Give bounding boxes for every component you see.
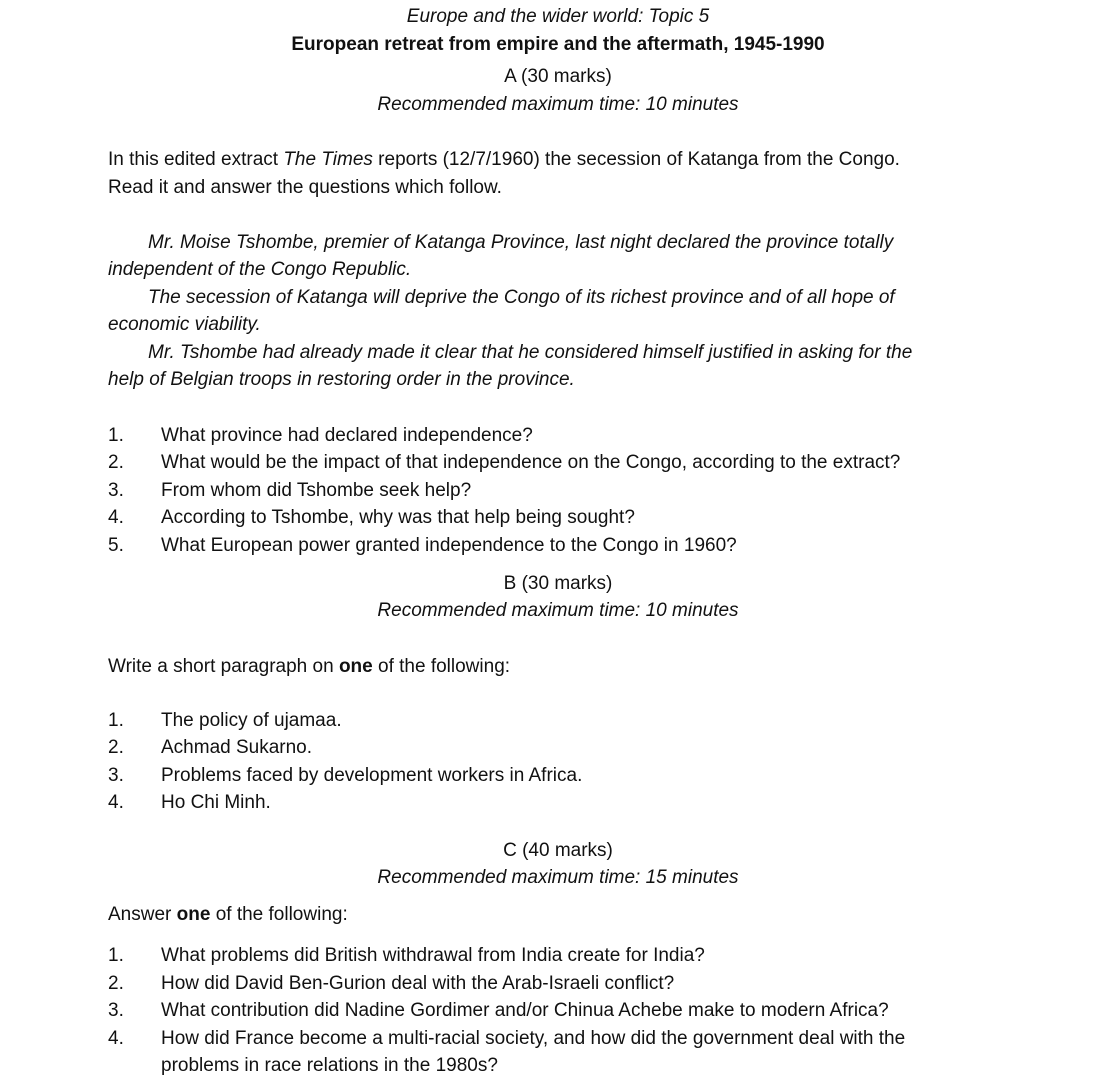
item-text: Ho Chi Minh. [161, 792, 271, 813]
section-a-intro [108, 149, 900, 171]
extract-line: Mr. Moise Tshombe, premier of Katanga Province, last night declared the province totally [148, 232, 894, 253]
item-text: Problems faced by development workers in Africa. [161, 765, 583, 786]
section-c-instruction [108, 904, 348, 926]
question-text: What European power granted independence to the Congo in 1960? [161, 535, 737, 556]
question-number: 4. [108, 507, 124, 528]
question-text: What would be the impact of that independence on the Congo, according to the extract? [161, 452, 901, 473]
item-number: 2. [108, 973, 124, 994]
item-number: 1. [108, 945, 124, 966]
paper-title: European retreat from empire and the aftermath, 1945-1990 [291, 34, 825, 55]
section-a-heading: A (30 marks) [504, 66, 612, 87]
extract-line: The secession of Katanga will deprive the Congo of its richest province and of all hope of [148, 287, 895, 308]
intro-source: The Times [283, 149, 373, 170]
instr-pre: Answer [108, 904, 177, 925]
item-number: 4. [108, 792, 124, 813]
extract-line: economic viability. [108, 314, 261, 335]
question-number: 2. [108, 452, 124, 473]
item-number: 4. [108, 1028, 124, 1049]
item-text: How did France become a multi-racial society, and how did the government deal with the [161, 1028, 906, 1049]
item-number: 2. [108, 737, 124, 758]
item-text: The policy of ujamaa. [161, 710, 342, 731]
section-a-time: Recommended maximum time: 10 minutes [377, 94, 739, 115]
question-number: 1. [108, 425, 124, 446]
intro-pre: In this edited extract [108, 149, 284, 170]
item-text: Achmad Sukarno. [161, 737, 313, 758]
item-number: 3. [108, 765, 124, 786]
instr-pre: Write a short paragraph on [108, 656, 339, 677]
question-number: 3. [108, 480, 124, 501]
topic-heading: Europe and the wider world: Topic 5 [406, 6, 710, 27]
instr-post: of the following: [210, 904, 348, 925]
question-text: What province had declared independence? [161, 425, 533, 446]
section-a-intro-line2: Read it and answer the questions which follow. [108, 177, 502, 198]
question-text: According to Tshombe, why was that help being sought? [161, 507, 635, 528]
instr-bold: one [338, 656, 373, 677]
section-b-time: Recommended maximum time: 10 minutes [377, 600, 739, 621]
intro-post: reports (12/7/1960) the secession of Katanga from the Congo. [372, 149, 900, 170]
question-text: From whom did Tshombe seek help? [161, 480, 472, 501]
section-b-heading: B (30 marks) [503, 573, 613, 594]
instr-post: of the following: [372, 656, 511, 677]
item-number: 1. [108, 710, 124, 731]
extract-line: Mr. Tshombe had already made it clear that he considered himself justified in asking for the [148, 342, 913, 363]
question-number: 5. [108, 535, 124, 556]
section-c-time: Recommended maximum time: 15 minutes [377, 867, 739, 888]
extract-line: independent of the Congo Republic. [108, 259, 412, 280]
item-text: What problems did British withdrawal from India create for India? [161, 945, 705, 966]
instr-bold: one [176, 904, 211, 925]
item-text: What contribution did Nadine Gordimer and/or Chinua Achebe make to modern Africa? [161, 1000, 889, 1021]
section-c-heading: C (40 marks) [503, 840, 613, 861]
extract-line: help of Belgian troops in restoring order in the province. [108, 369, 575, 390]
item-number: 3. [108, 1000, 124, 1021]
item-text: How did David Ben-Gurion deal with the Arab-Israeli conflict? [161, 973, 675, 994]
section-b-instruction [108, 656, 510, 678]
item-text-continued: problems in race relations in the 1980s? [161, 1055, 498, 1076]
